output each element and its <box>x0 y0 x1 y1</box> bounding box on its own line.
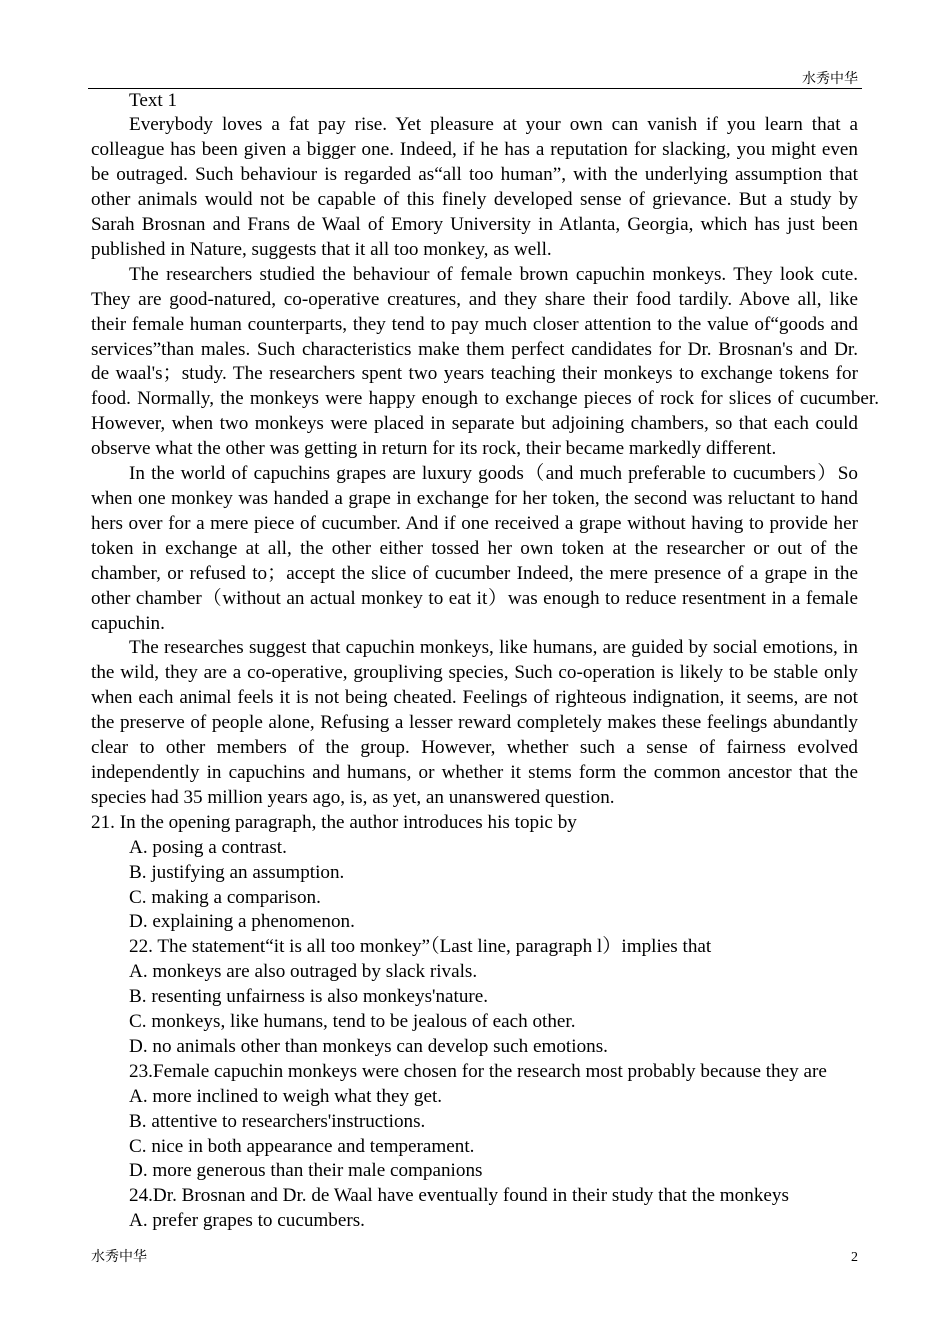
paragraph-line: hers over for a mere piece of cucumber. And if one received a grape without having to provide her <box>91 512 858 534</box>
answer-option: C. monkeys, like humans, tend to be jealous of each other. <box>129 1011 576 1033</box>
paragraph-line: other chamber（without an actual monkey to eat it）was enough to reduce resentment in a female <box>91 587 858 609</box>
paragraph-3 <box>91 462 858 636</box>
paragraph-line: their female human counterparts, they tend to pay much closer attention to the value of“goods and <box>91 313 858 335</box>
paragraph-line: de waal's；study. The researchers spent two years teaching their monkeys to exchange tokens for <box>91 363 858 385</box>
answer-option: A. prefer grapes to cucumbers. <box>129 1210 365 1232</box>
question-23 <box>91 1060 858 1185</box>
paragraph-line: Everybody loves a fat pay rise. Yet pleasure at your own can vanish if you learn that a <box>129 114 858 136</box>
header-title: 水秀中华 <box>802 72 858 87</box>
question-21 <box>91 811 858 936</box>
paragraph-line: published in Nature, suggests that it all too monkey, as well. <box>91 238 552 260</box>
paragraph-line: However, when two monkeys were placed in separate but adjoining chambers, so that each could <box>91 413 858 435</box>
question-stem: 24.Dr. Brosnan and Dr. de Waal have eventually found in their study that the monkeys <box>129 1185 789 1207</box>
paragraph-line: colleague has been given a bigger one. Indeed, if he has a reputation for slacking, you might even <box>91 139 858 161</box>
document-body <box>91 89 880 1235</box>
answer-option: B. resenting unfairness is also monkeys'nature. <box>129 986 489 1008</box>
paragraph-line: species had 35 million years ago, is, as yet, an unanswered question. <box>91 786 615 808</box>
answer-option: B. attentive to researchers'instructions. <box>129 1110 426 1132</box>
answer-option: D. no animals other than monkeys can develop such emotions. <box>129 1035 608 1057</box>
paragraph-line: food. Normally, the monkeys were happy enough to exchange pieces of rock for slices of cucumber. <box>91 388 880 410</box>
paragraph-line: when each animal feels it is not being cheated. Feelings of righteous indignation, it seems, are not <box>91 687 858 709</box>
paragraph-1 <box>91 113 858 262</box>
paragraph-2 <box>91 263 880 462</box>
question-stem: 22. The statement“it is all too monkey”（Last line, paragraph l）implies that <box>129 936 712 958</box>
answer-option: C. nice in both appearance and temperament. <box>129 1135 475 1157</box>
paragraph-line: services”than males. Such characteristics make them perfect candidates for Dr. Brosnan's and Dr. <box>91 338 858 360</box>
paragraph-line: token in exchange at all, the other either tossed her own token at the researcher or out of the <box>91 537 858 559</box>
paragraph-line: In the world of capuchins grapes are luxury goods（and much preferable to cucumbers）So <box>129 463 858 485</box>
answer-option: D. explaining a phenomenon. <box>129 911 355 933</box>
paragraph-line: observe what the other was getting in return for its rock, their became markedly different. <box>91 438 777 460</box>
question-stem: 21. In the opening paragraph, the author introduces his topic by <box>91 811 577 833</box>
footer-title: 水秀中华 <box>91 1250 147 1265</box>
page-number: 2 <box>851 1250 858 1265</box>
question-stem: 23.Female capuchin monkeys were chosen for the research most probably because they are <box>129 1060 827 1082</box>
paragraph-line: capuchin. <box>91 612 165 634</box>
answer-option: A. more inclined to weigh what they get. <box>129 1085 443 1107</box>
answer-option: C. making a comparison. <box>129 886 321 908</box>
answer-option: A. monkeys are also outraged by slack rivals. <box>129 961 478 983</box>
paragraph-line: other animals would not be capable of this finely developed sense of grievance. But a study by <box>91 189 858 211</box>
paragraph-4 <box>91 636 858 810</box>
paragraph-line: The researchers studied the behaviour of female brown capuchin monkeys. They look cute. <box>129 263 858 285</box>
paragraph-line: the preserve of people alone, Refusing a lesser reward completely makes these feelings abundantly <box>91 712 858 734</box>
paragraph-line: Sarah Brosnan and Frans de Waal of Emory University in Atlanta, Georgia, which has just been <box>91 214 858 236</box>
answer-option: D. more generous than their male companions <box>129 1160 483 1182</box>
paragraph-line: the wild, they are a co-operative, groupliving species, Such co-operation is likely to be stable only <box>91 662 858 684</box>
paragraph-line: clear to other members of the group. However, whether such a sense of fairness evolved <box>91 737 858 759</box>
question-24 <box>91 1184 858 1234</box>
paragraph-line: They are good-natured, co-operative creatures, and they share their food tardily. Above all, like <box>91 288 858 310</box>
answer-option: B. justifying an assumption. <box>129 861 345 883</box>
paragraph-line: The researches suggest that capuchin monkeys, like humans, are guided by social emotions, in <box>129 637 858 659</box>
paragraph-line: when one monkey was handed a grape in exchange for her token, the second was reluctant to hand <box>91 488 858 509</box>
question-22 <box>91 935 858 1060</box>
paragraph-line: be outraged. Such behaviour is regarded as“all too human”, with the underlying assumption that <box>91 164 858 186</box>
answer-option: A. posing a contrast. <box>129 836 287 858</box>
passage-heading: Text 1 <box>129 89 178 111</box>
paragraph-line: independently in capuchins and humans, or whether it stems form the common ancestor that the <box>91 761 858 783</box>
paragraph-line: chamber, or refused to；accept the slice of cucumber Indeed, the mere presence of a grape in the <box>91 562 858 584</box>
